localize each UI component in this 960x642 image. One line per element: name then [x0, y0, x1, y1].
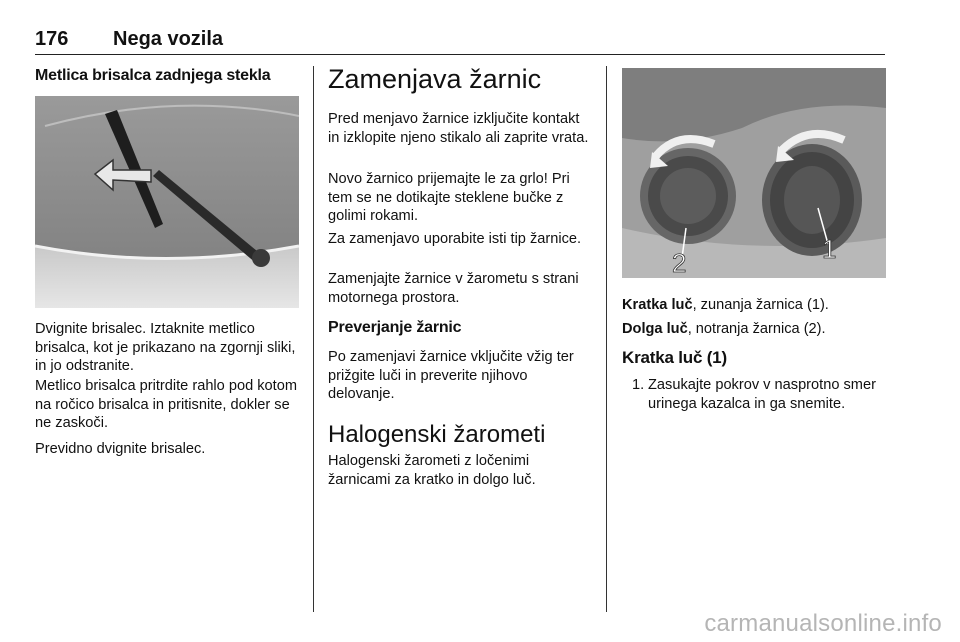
bulbs-para-3: Za zamenjavo uporabite isti tip žarnice.	[328, 231, 582, 247]
wiper-para-3: Previdno dvignite brisalec.	[35, 441, 206, 457]
wiper-para-1: Dvignite brisalec. Iztaknite metlico brisalca, kot je prikazano na zgornji sliki, in jo odstranite.	[35, 321, 296, 374]
list-item	[622, 376, 886, 413]
wiper-photo	[35, 96, 299, 308]
callout-2: 2	[672, 248, 687, 278]
wiper-para-2: Metlico brisalca pritrdite rahlo pod kotom na ročico brisalca in pritisnite, dokler se ne zaskoči.	[35, 378, 297, 431]
headlight-photo	[622, 68, 886, 278]
bulbs-para-4: Zamenjajte žarnice v žarometu s strani motornega prostora.	[328, 271, 579, 306]
chapter-title: Nega vozila	[113, 28, 224, 50]
bulbs-para-2: Novo žarnico prijemajte le za grlo! Pri tem se ne dotikajte steklene bučke z golimi rokami.	[328, 171, 570, 224]
low-beam-heading: Kratka luč (1)	[622, 348, 727, 367]
page-number: 176	[35, 28, 69, 50]
high-beam-text: , notranja žarnica (2).	[687, 321, 826, 337]
column-divider-1	[313, 66, 314, 612]
bulbs-para-1: Pred menjavo žarnice izključite kontakt in izklopite njeno stikalo ali zaprite vrata.	[328, 111, 589, 146]
bulb-replacement-title: Zamenjava žarnic	[328, 64, 542, 94]
step-number: 1.	[632, 377, 645, 393]
bulbs-para-5: Po zamenjavi žarnice vključite vžig ter prižgite luči in preverite njihovo delovanje.	[328, 349, 574, 402]
bulbs-para-6: Halogenski žarometi z ločenimi žarnicami za kratko in dolgo luč.	[328, 453, 536, 488]
wiper-heading: Metlica brisalca zadnjega stekla	[35, 67, 271, 84]
high-beam-description	[622, 320, 886, 339]
callout-1: 1	[822, 234, 837, 264]
low-beam-description	[622, 296, 886, 315]
check-bulbs-heading: Preverjanje žarnic	[328, 319, 462, 336]
steps-list	[622, 376, 886, 413]
low-beam-label: Kratka luč	[622, 297, 693, 313]
low-beam-text: , zunanja žarnica (1).	[692, 297, 829, 313]
high-beam-label: Dolga luč	[622, 321, 688, 337]
watermark: carmanualsonline.info	[704, 610, 942, 637]
column-divider-2	[606, 66, 607, 612]
halogen-headlights-title: Halogenski žarometi	[328, 421, 546, 448]
page-header	[35, 26, 885, 55]
step-text: Zasukajte pokrov v nasprotno smer urinega kazalca in ga snemite.	[648, 377, 876, 412]
